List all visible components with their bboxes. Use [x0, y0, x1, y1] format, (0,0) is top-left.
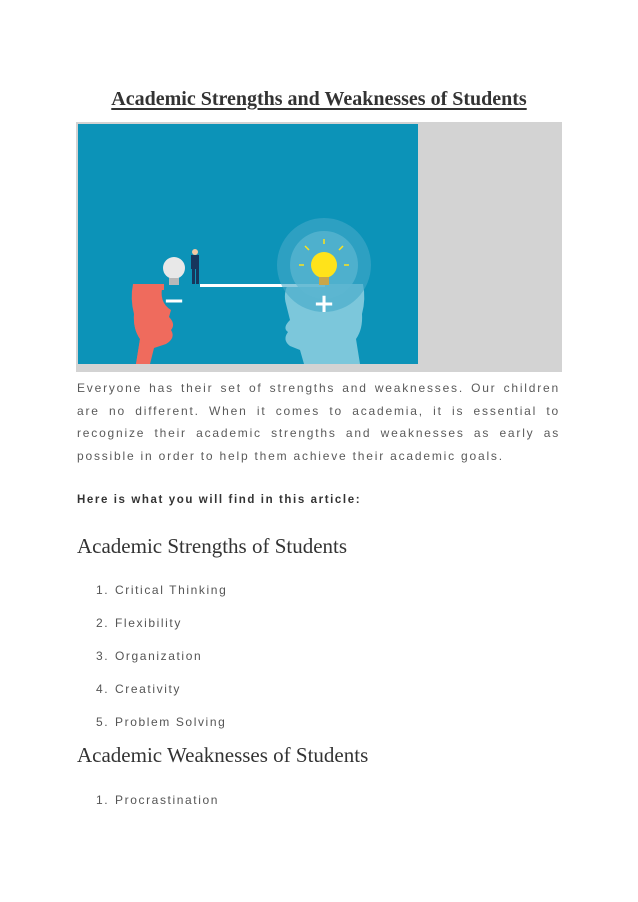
- toc-lead: Here is what you will find in this article:: [77, 494, 362, 506]
- weaknesses-list: [96, 792, 219, 825]
- weaknesses-heading: Academic Weaknesses of Students: [77, 743, 369, 767]
- minus-symbol: −: [163, 286, 185, 316]
- page-title: Academic Strengths and Weaknesses of Students: [111, 88, 527, 110]
- hero-illustration: [78, 124, 418, 364]
- list-item: 1. Critical Thinking: [96, 583, 228, 597]
- list-item: 1. Procrastination: [96, 793, 220, 807]
- plus-symbol: +: [313, 289, 335, 319]
- strengths-heading: Academic Strengths of Students: [77, 534, 348, 558]
- list-item: 3. Organization: [96, 649, 203, 663]
- list-item: 2. Flexibility: [96, 616, 182, 630]
- list-item: 5. Problem Solving: [96, 715, 227, 729]
- list-item: 4. Creativity: [96, 682, 182, 696]
- intro-paragraph: Everyone has their set of strengths and weaknesses. Our children are no different. When it comes to academia, it is essential to recognize their academic strengths and weaknesses as early as possible in order to help them achieve their academic goals.: [77, 381, 560, 463]
- strengths-list: [96, 582, 227, 747]
